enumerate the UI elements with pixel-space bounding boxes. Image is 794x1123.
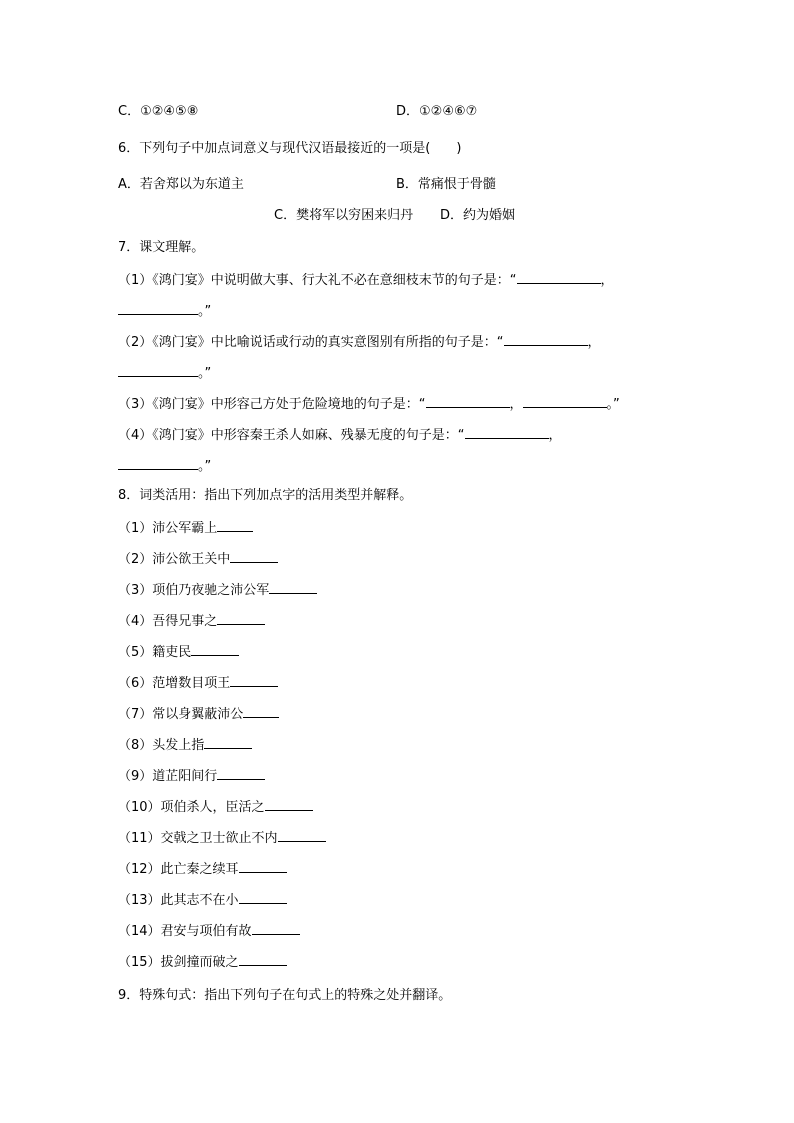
q7-item-4-cont — [118, 456, 211, 476]
q7-item-3-text: （3）《鸿门宴》中形容己方处于危险境地的句子是：“ — [118, 397, 426, 412]
q8-item-text: （9）道芷阳间行 — [118, 769, 218, 784]
answer-blank[interactable] — [217, 611, 265, 625]
q7-item-4-text: （4）《鸿门宴》中形容秦王杀人如麻、残暴无度的句子是：“ — [118, 428, 465, 443]
q8-item-text: （1）沛公军霸上 — [118, 521, 218, 536]
q7-item-4-end: 。” — [198, 459, 212, 474]
list-item — [118, 859, 287, 879]
answer-blank[interactable] — [252, 921, 300, 935]
list-item — [118, 642, 239, 662]
q8-stem: 8．词类活用：指出下列加点字的活用类型并解释。 — [118, 488, 413, 503]
answer-blank[interactable] — [217, 766, 265, 780]
q7-item-4 — [118, 425, 562, 445]
answer-blank[interactable] — [239, 952, 287, 966]
q6-option-a: A．若舍郑以为东道主 — [118, 177, 244, 192]
answer-blank[interactable] — [243, 704, 279, 718]
q6-stem: 6．下列句子中加点词意义与现代汉语最接近的一项是( ) — [118, 141, 462, 156]
answer-blank[interactable] — [265, 797, 313, 811]
q8-item-text: （13）此其志不在小 — [118, 893, 239, 908]
q8-item-text: （10）项伯杀人，臣活之 — [118, 800, 265, 815]
q7-item-3-end: 。” — [606, 397, 620, 412]
q7-item-2-comma: ， — [587, 335, 601, 350]
q7-item-1-end: 。” — [198, 304, 212, 319]
q7-item-2-end: 。” — [198, 366, 212, 381]
answer-blank[interactable] — [269, 580, 317, 594]
q8-item-text: （5）籍吏民 — [118, 645, 192, 660]
q8-item-text: （14）君安与项伯有故 — [118, 924, 252, 939]
answer-blank[interactable] — [118, 456, 198, 470]
list-item — [118, 952, 287, 972]
q8-item-text: （8）头发上指 — [118, 738, 205, 753]
q6-option-d: D．约为婚姻 — [440, 208, 516, 223]
answer-blank[interactable] — [118, 363, 198, 377]
q8-item-text: （7）常以身翼蔽沛公 — [118, 707, 244, 722]
answer-blank[interactable] — [230, 549, 278, 563]
q7-item-3 — [118, 394, 620, 414]
q8-item-text: （3）项伯乃夜驰之沛公军 — [118, 583, 270, 598]
q7-item-4-comma: ， — [548, 428, 562, 443]
answer-blank[interactable] — [523, 394, 607, 408]
list-item — [118, 518, 253, 538]
answer-blank[interactable] — [230, 673, 278, 687]
answer-blank[interactable] — [239, 859, 287, 873]
list-item — [118, 890, 287, 910]
q6-option-c: C．樊将军以穷困来归丹 — [274, 208, 414, 223]
answer-blank[interactable] — [118, 301, 198, 315]
q7-stem: 7．课文理解。 — [118, 240, 205, 255]
list-item — [118, 704, 279, 724]
list-item — [118, 797, 313, 817]
list-item — [118, 828, 326, 848]
q5-option-c: C．①②④⑤⑧ — [118, 104, 199, 119]
answer-blank[interactable] — [239, 890, 287, 904]
list-item — [118, 549, 278, 569]
answer-blank[interactable] — [278, 828, 326, 842]
answer-blank[interactable] — [191, 642, 239, 656]
q7-item-1-text: （1）《鸿门宴》中说明做大事、行大礼不必在意细枝末节的句子是：“ — [118, 273, 517, 288]
q8-item-text: （2）沛公欲王关中 — [118, 552, 231, 567]
q8-item-text: （15）拔剑撞而破之 — [118, 955, 239, 970]
answer-blank[interactable] — [517, 270, 601, 284]
list-item — [118, 921, 300, 941]
answer-blank[interactable] — [204, 735, 252, 749]
q8-item-text: （4）吾得兄事之 — [118, 614, 218, 629]
q9-stem: 9．特殊句式：指出下列句子在句式上的特殊之处并翻译。 — [118, 988, 452, 1003]
q8-item-text: （12）此亡秦之续耳 — [118, 862, 239, 877]
list-item — [118, 580, 317, 600]
q7-item-2-cont — [118, 363, 211, 383]
q7-item-2-text: （2）《鸿门宴》中比喻说话或行动的真实意图别有所指的句子是：“ — [118, 335, 504, 350]
list-item — [118, 673, 278, 693]
list-item — [118, 766, 265, 786]
q7-item-3-mid: ， — [509, 397, 523, 412]
q8-item-text: （11）交戟之卫士欲止不内 — [118, 831, 278, 846]
q8-item-text: （6）范增数目项王 — [118, 676, 231, 691]
q5-option-d: D．①②④⑥⑦ — [396, 104, 478, 119]
list-item — [118, 611, 265, 631]
q7-item-1 — [118, 270, 614, 290]
answer-blank[interactable] — [504, 332, 588, 346]
q6-option-b: B．常痛恨于骨髓 — [396, 177, 496, 192]
q7-item-2 — [118, 332, 601, 352]
q7-item-1-comma: ， — [600, 273, 614, 288]
answer-blank[interactable] — [465, 425, 549, 439]
answer-blank[interactable] — [426, 394, 510, 408]
q7-item-1-cont — [118, 301, 211, 321]
answer-blank[interactable] — [217, 518, 253, 532]
list-item — [118, 735, 252, 755]
